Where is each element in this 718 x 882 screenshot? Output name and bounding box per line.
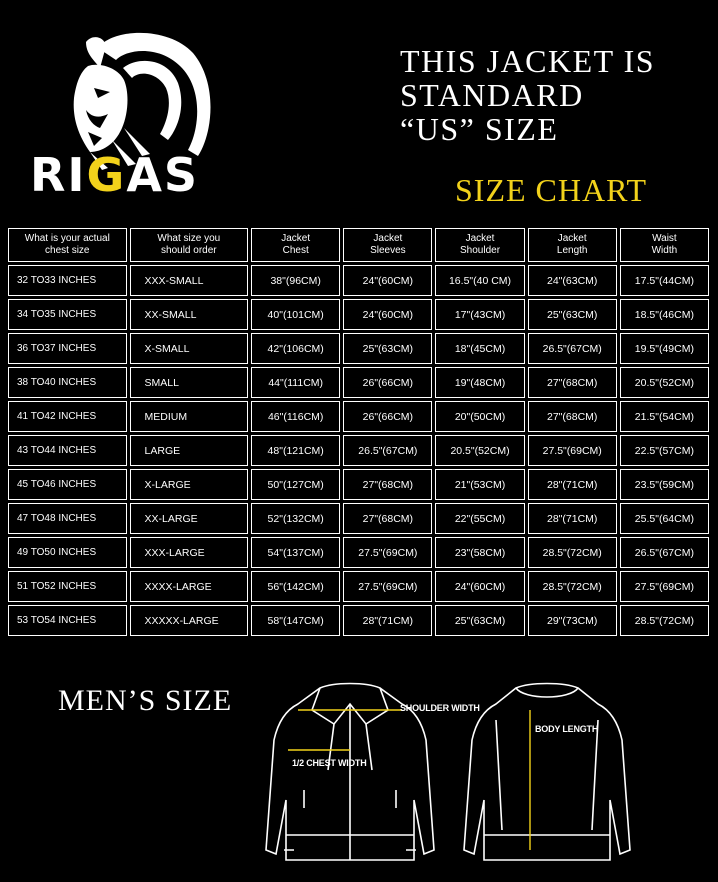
- table-cell: 53 TO54 INCHES: [8, 605, 127, 636]
- table-body: [8, 265, 709, 636]
- logo-text-pre: RI: [30, 148, 87, 202]
- table-cell: 19"(48CM): [435, 367, 524, 398]
- table-cell: 46"(116CM): [251, 401, 340, 432]
- column-header: [528, 228, 617, 262]
- table-cell: 34 TO35 INCHES: [8, 299, 127, 330]
- table-cell: 36 TO37 INCHES: [8, 333, 127, 364]
- table-cell: 44"(111CM): [251, 367, 340, 398]
- table-cell: X-SMALL: [130, 333, 249, 364]
- table-cell: 28"(71CM): [528, 503, 617, 534]
- table-row: [8, 537, 709, 568]
- column-header-line: Sleeves: [370, 245, 406, 256]
- table-cell: 25"(63CM): [528, 299, 617, 330]
- column-header-line: chest size: [45, 245, 90, 256]
- table-row: [8, 401, 709, 432]
- column-header-line: Jacket: [373, 233, 403, 244]
- table-cell: 25.5"(64CM): [620, 503, 709, 534]
- standard-size-heading: [400, 44, 655, 146]
- table-cell: 23.5"(59CM): [620, 469, 709, 500]
- table-cell: 27.5"(69CM): [620, 571, 709, 602]
- column-header-line: What size you: [157, 233, 221, 244]
- column-header-line: Length: [556, 245, 588, 256]
- table-cell: 27.5"(69CM): [528, 435, 617, 466]
- jacket-back-diagram: [462, 680, 632, 880]
- table-cell: 27"(68CM): [528, 401, 617, 432]
- table-cell: 45 TO46 INCHES: [8, 469, 127, 500]
- table-header-row: [8, 228, 709, 262]
- table-cell: 38"(96CM): [251, 265, 340, 296]
- column-header-line: Jacket: [281, 233, 311, 244]
- table-cell: 18"(45CM): [435, 333, 524, 364]
- table-row: [8, 265, 709, 296]
- size-chart-title: SIZE CHART: [455, 172, 648, 208]
- table-row: [8, 571, 709, 602]
- table-cell: 19.5"(49CM): [620, 333, 709, 364]
- table-cell: 56"(142CM): [251, 571, 340, 602]
- table-cell: 54"(137CM): [251, 537, 340, 568]
- table-cell: 48"(121CM): [251, 435, 340, 466]
- table-cell: 58"(147CM): [251, 605, 340, 636]
- shoulder-width-label: SHOULDER WIDTH: [400, 703, 480, 713]
- table-row: [8, 367, 709, 398]
- table-cell: 25"(63CM): [435, 605, 524, 636]
- table-cell: 42"(106CM): [251, 333, 340, 364]
- table-cell: 49 TO50 INCHES: [8, 537, 127, 568]
- table-cell: 38 TO40 INCHES: [8, 367, 127, 398]
- table-row: [8, 333, 709, 364]
- table-cell: LARGE: [130, 435, 249, 466]
- table-cell: 26"(66CM): [343, 401, 432, 432]
- logo-text-accent: G: [86, 148, 127, 202]
- table-cell: 28.5"(72CM): [528, 537, 617, 568]
- table-cell: 40"(101CM): [251, 299, 340, 330]
- column-header: [8, 228, 127, 262]
- table-row: [8, 299, 709, 330]
- table-row: [8, 469, 709, 500]
- mens-size-heading: MEN’S SIZE: [58, 684, 233, 717]
- column-header-line: Shoulder: [460, 245, 501, 256]
- column-header-line: Jacket: [465, 233, 495, 244]
- table-cell: 18.5"(46CM): [620, 299, 709, 330]
- body-length-label: BODY LENGTH: [535, 724, 599, 734]
- half-chest-width-label: 1/2 CHEST WIDTH: [292, 758, 367, 768]
- table-cell: 23"(58CM): [435, 537, 524, 568]
- table-cell: 51 TO52 INCHES: [8, 571, 127, 602]
- table-row: [8, 435, 709, 466]
- table-cell: 26.5"(67CM): [620, 537, 709, 568]
- table-cell: 28.5"(72CM): [620, 605, 709, 636]
- table-cell: 22.5"(57CM): [620, 435, 709, 466]
- table-cell: 20.5"(52CM): [435, 435, 524, 466]
- table-cell: 52"(132CM): [251, 503, 340, 534]
- table-cell: XXX-SMALL: [130, 265, 249, 296]
- table-cell: 32 TO33 INCHES: [8, 265, 127, 296]
- heading-line-2: STANDARD: [400, 77, 584, 113]
- table-cell: 28"(71CM): [343, 605, 432, 636]
- table-cell: X-LARGE: [130, 469, 249, 500]
- table-cell: 21"(53CM): [435, 469, 524, 500]
- column-header: [435, 228, 524, 262]
- logo-text-post: AS: [126, 148, 200, 202]
- table-cell: 43 TO44 INCHES: [8, 435, 127, 466]
- table-cell: XX-SMALL: [130, 299, 249, 330]
- column-header-line: should order: [161, 245, 217, 256]
- column-header: [251, 228, 340, 262]
- table-cell: SMALL: [130, 367, 249, 398]
- table-cell: XX-LARGE: [130, 503, 249, 534]
- table-cell: 20"(50CM): [435, 401, 524, 432]
- column-header: [343, 228, 432, 262]
- table-cell: 26.5"(67CM): [343, 435, 432, 466]
- table-cell: 28"(71CM): [528, 469, 617, 500]
- table-cell: 27.5"(69CM): [343, 571, 432, 602]
- table-cell: 24"(60CM): [435, 571, 524, 602]
- table-cell: 24"(60CM): [343, 265, 432, 296]
- table-cell: 21.5"(54CM): [620, 401, 709, 432]
- table-cell: 27"(68CM): [343, 469, 432, 500]
- column-header-line: What is your actual: [24, 233, 110, 244]
- table-cell: 17.5"(44CM): [620, 265, 709, 296]
- column-header: [620, 228, 709, 262]
- table-cell: 41 TO42 INCHES: [8, 401, 127, 432]
- table-row: [8, 605, 709, 636]
- table-cell: 27"(68CM): [343, 503, 432, 534]
- table-cell: 22"(55CM): [435, 503, 524, 534]
- table-row: [8, 503, 709, 534]
- size-chart-table: [5, 225, 712, 639]
- table-cell: 20.5"(52CM): [620, 367, 709, 398]
- table-cell: 50"(127CM): [251, 469, 340, 500]
- heading-line-1: THIS JACKET IS: [400, 43, 656, 79]
- table-cell: 26"(66CM): [343, 367, 432, 398]
- table-cell: XXX-LARGE: [130, 537, 249, 568]
- table-cell: 27"(68CM): [528, 367, 617, 398]
- table-cell: XXXXX-LARGE: [130, 605, 249, 636]
- table-cell: MEDIUM: [130, 401, 249, 432]
- heading-line-3: “US” SIZE: [400, 111, 559, 147]
- table-cell: 26.5"(67CM): [528, 333, 617, 364]
- table-cell: XXXX-LARGE: [130, 571, 249, 602]
- table-cell: 28.5"(72CM): [528, 571, 617, 602]
- table-cell: 16.5"(40 CM): [435, 265, 524, 296]
- table-cell: 27.5"(69CM): [343, 537, 432, 568]
- table-cell: 29"(73CM): [528, 605, 617, 636]
- table-cell: 24"(60CM): [343, 299, 432, 330]
- table-cell: 17"(43CM): [435, 299, 524, 330]
- column-header-line: Width: [651, 245, 678, 256]
- column-header-line: Chest: [282, 245, 309, 256]
- column-header-line: Jacket: [557, 233, 587, 244]
- brand-logo-text: [30, 148, 200, 202]
- table-cell: 25"(63CM): [343, 333, 432, 364]
- column-header: [130, 228, 249, 262]
- table-cell: 47 TO48 INCHES: [8, 503, 127, 534]
- table-cell: 24"(63CM): [528, 265, 617, 296]
- column-header-line: Waist: [652, 233, 677, 244]
